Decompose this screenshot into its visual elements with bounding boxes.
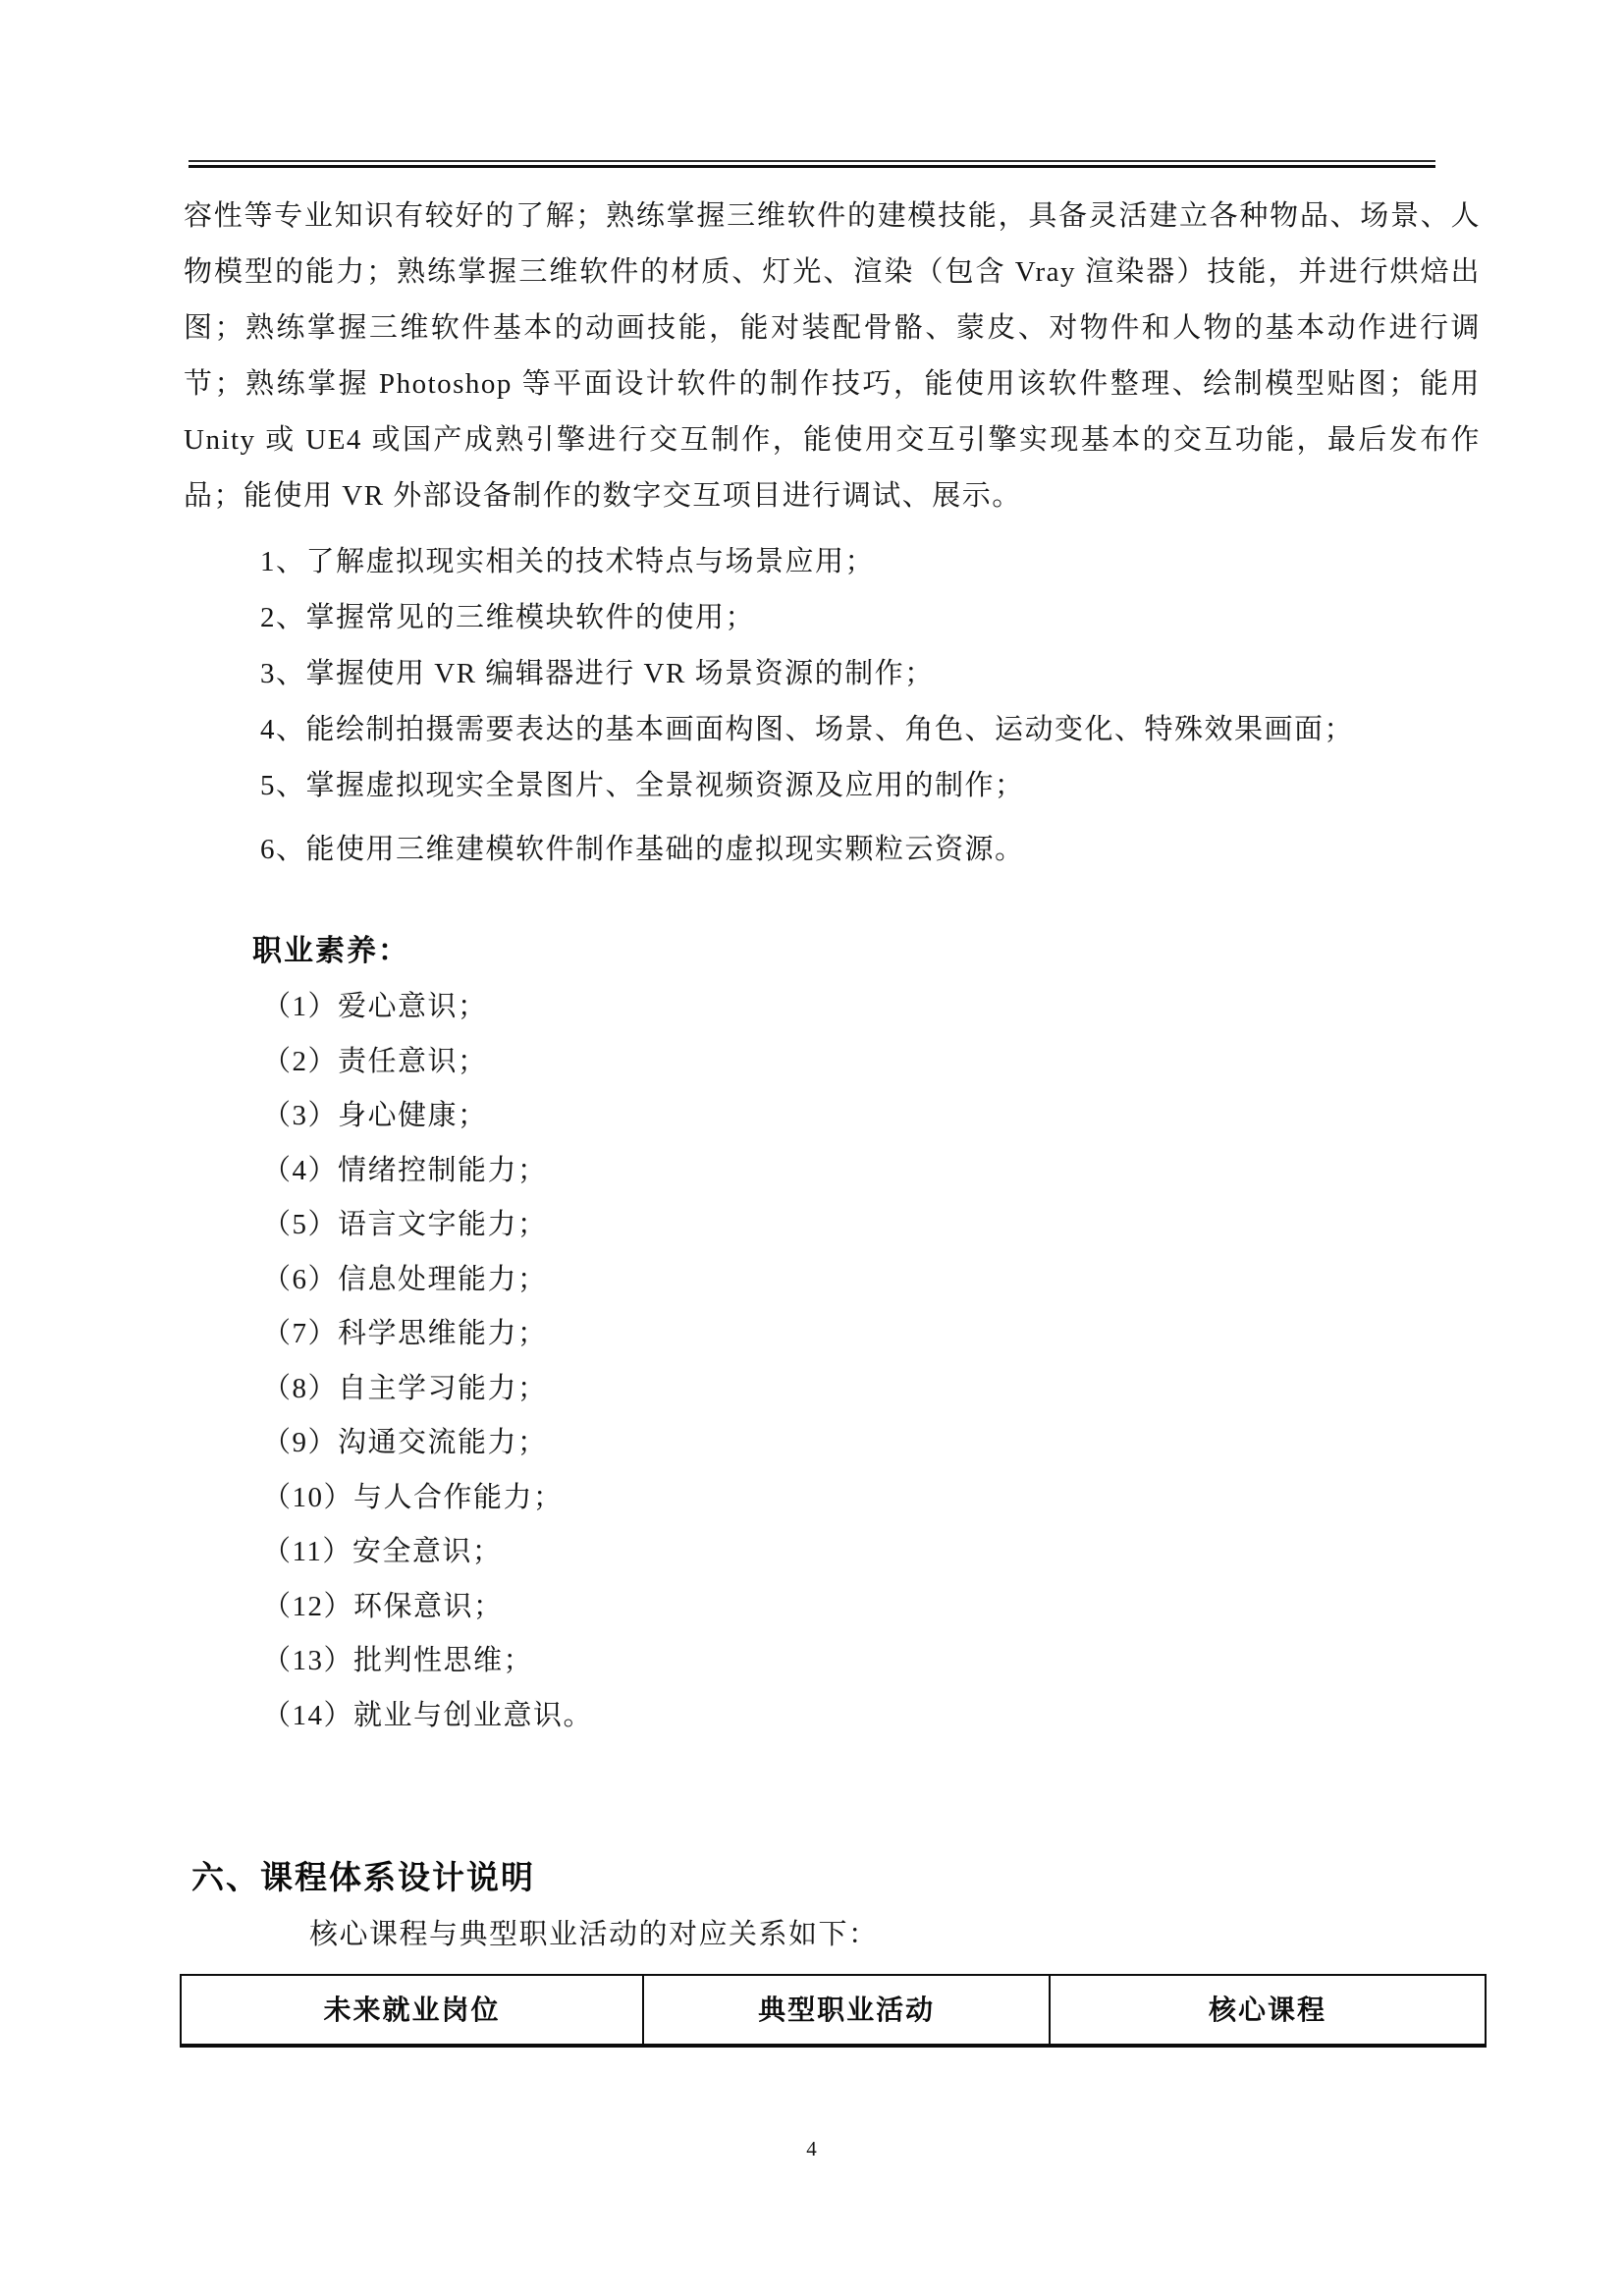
table-header-future-jobs: 未来就业岗位 — [182, 1976, 644, 2044]
section-heading-curriculum-design: 六、课程体系设计说明 — [191, 1859, 535, 1895]
page-number: 4 — [806, 2137, 817, 2160]
page-header-rule — [189, 160, 1435, 168]
quality-item-11: （11）安全意识； — [262, 1536, 503, 1567]
quality-item-2: （2）责任意识； — [262, 1045, 488, 1077]
training-goal-item-6: 6、能使用三维建模软件制作基础的虚拟现实颗粒云资源。 — [260, 834, 1025, 865]
quality-item-9: （9）沟通交流能力； — [262, 1427, 548, 1458]
quality-item-10: （10）与人合作能力； — [262, 1481, 564, 1513]
quality-section-heading: 职业素养： — [252, 935, 409, 967]
table-intro-text: 核心课程与典型职业活动的对应关系如下： — [309, 1919, 879, 1950]
training-goal-item-3: 3、掌握使用 VR 编辑器进行 VR 场景资源的制作； — [260, 658, 935, 689]
quality-item-5: （5）语言文字能力； — [262, 1209, 548, 1240]
training-goal-item-2: 2、掌握常见的三维模块软件的使用； — [260, 602, 756, 633]
quality-item-4: （4）情绪控制能力； — [262, 1154, 548, 1186]
training-goal-item-4: 4、能绘制拍摄需要表达的基本画面构图、场景、角色、运动变化、特殊效果画面； — [260, 714, 1355, 745]
quality-item-14: （14）就业与创业意识。 — [262, 1699, 594, 1731]
quality-item-13: （13）批判性思维； — [262, 1645, 534, 1676]
table-header-typical-activities: 典型职业活动 — [644, 1976, 1051, 2044]
training-goal-item-5: 5、掌握虚拟现实全景图片、全景视频资源及应用的制作； — [260, 770, 1025, 801]
quality-item-6: （6）信息处理能力； — [262, 1263, 548, 1295]
quality-item-8: （8）自主学习能力； — [262, 1372, 548, 1404]
course-mapping-table — [180, 1974, 1487, 2048]
quality-item-7: （7）科学思维能力； — [262, 1318, 548, 1349]
continuation-paragraph: 容性等专业知识有较好的了解；熟练掌握三维软件的建模技能，具备灵活建立各种物品、场景、人物模型的能力；熟练掌握三维软件的材质、灯光、渲染（包含 Vray 渲染器）技能，并进行烘焙出图；熟练掌握三维软件基本的动画技能，能对装配骨骼、蒙皮、对物件和人物的基本动作进行调节；熟练掌握 Photoshop 等平面设计软件的制作技巧，能使用该软件整理、绘制模型贴图；能用 Unity 或 UE4 或国产成熟引擎进行交互制作，能使用交互引擎实现基本的交互功能，最后发布作品；能使用 VR 外部设备制作的数字交互项目进行调试、展示。 — [184, 200, 1481, 512]
table-header-core-courses: 核心课程 — [1209, 1995, 1327, 2025]
quality-item-3: （3）身心健康； — [262, 1100, 488, 1131]
quality-item-1: （1）爱心意识； — [262, 991, 488, 1022]
quality-list — [184, 980, 1481, 1743]
training-goal-list — [184, 534, 1481, 878]
training-goal-item-1: 1、了解虚拟现实相关的技术特点与场景应用； — [260, 546, 876, 577]
quality-item-12: （12）环保意识； — [262, 1590, 504, 1622]
